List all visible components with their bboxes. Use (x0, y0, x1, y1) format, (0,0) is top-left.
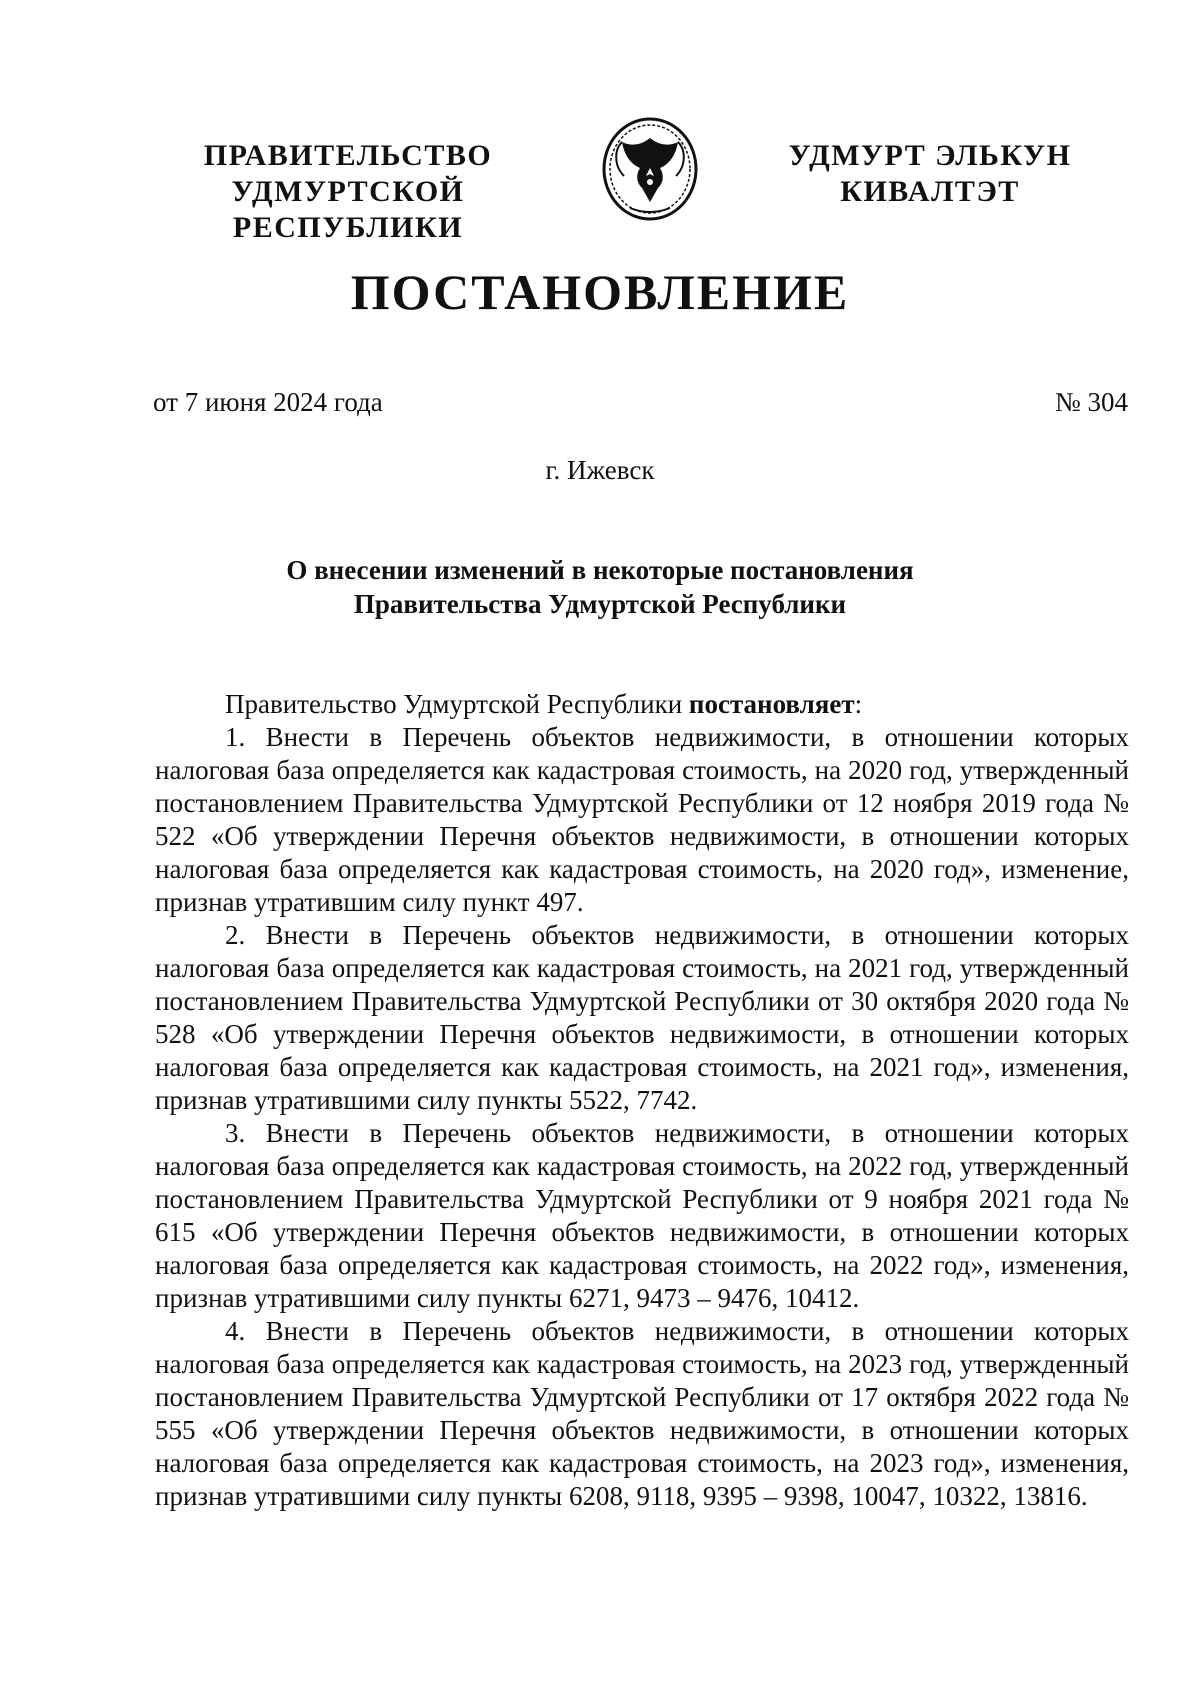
document-title-line1: О внесении изменений в некоторые постановления (286, 555, 914, 585)
paragraph-1: 1. Внести в Перечень объектов недвижимости, в отношении которых налоговая база определяется как кадастровая стоимость, на 2020 год, утвержденный постановлением Правительства Удмуртской Республики от 12 ноября 2019 года № 522 «Об утверждении Перечня объектов недвижимости, в отношении которых налоговая база определяется как кадастровая стоимость, на 2020 год», изменение, признав утратившим силу пункт 497. (155, 722, 1129, 917)
header-left-authority (118, 138, 578, 246)
document-type-heading: ПОСТАНОВЛЕНИЕ (350, 264, 850, 320)
document-body (155, 688, 1129, 1513)
header-right-line2: КИВАЛТЭТ (840, 175, 1020, 208)
coat-of-arms-icon (600, 116, 700, 222)
header-left-line2: УДМУРТСКОЙ РЕСПУБЛИКИ (231, 175, 465, 244)
intro-tail: : (854, 689, 863, 719)
document-title (0, 553, 1200, 621)
document-number: № 304 (1054, 387, 1128, 417)
header-right-line1: УДМУРТ ЭЛЬКУН (788, 139, 1072, 172)
paragraph-2: 2. Внести в Перечень объектов недвижимости, в отношении которых налоговая база определяется как кадастровая стоимость, на 2021 год, утвержденный постановлением Правительства Удмуртской Республики от 30 октября 2020 года № 528 «Об утверждении Перечня объектов недвижимости, в отношении которых налоговая база определяется как кадастровая стоимость, на 2021 год», изменения, признав утратившими силу пункты 5522, 7742. (155, 920, 1129, 1115)
document-title-line2: Правительства Удмуртской Республики (353, 589, 847, 619)
header-right-authority (770, 138, 1090, 210)
paragraph-3: 3. Внести в Перечень объектов недвижимости, в отношении которых налоговая база определяется как кадастровая стоимость, на 2022 год, утвержденный постановлением Правительства Удмуртской Республики от 9 ноября 2021 года № 615 «Об утверждении Перечня объектов недвижимости, в отношении которых налоговая база определяется как кадастровая стоимость, на 2022 год», изменения, признав утратившими силу пункты 6271, 9473 – 9476, 10412. (155, 1118, 1129, 1313)
intro-text: Правительство Удмуртской Республики (225, 689, 689, 719)
document-city: г. Ижевск (545, 455, 655, 485)
document-date: от 7 июня 2024 года (153, 387, 383, 417)
paragraph-4: 4. Внести в Перечень объектов недвижимости, в отношении которых налоговая база определяется как кадастровая стоимость, на 2023 год, утвержденный постановлением Правительства Удмуртской Республики от 17 октября 2022 года № 555 «Об утверждении Перечня объектов недвижимости, в отношении которых налоговая база определяется как кадастровая стоимость, на 2023 год», изменения, признав утратившими силу пункты 6208, 9118, 9395 – 9398, 10047, 10322, 13816. (155, 1316, 1129, 1511)
header-left-line1: ПРАВИТЕЛЬСТВО (203, 139, 493, 172)
intro-paragraph (155, 688, 1129, 721)
intro-bold-verb: постановляет (688, 689, 855, 719)
